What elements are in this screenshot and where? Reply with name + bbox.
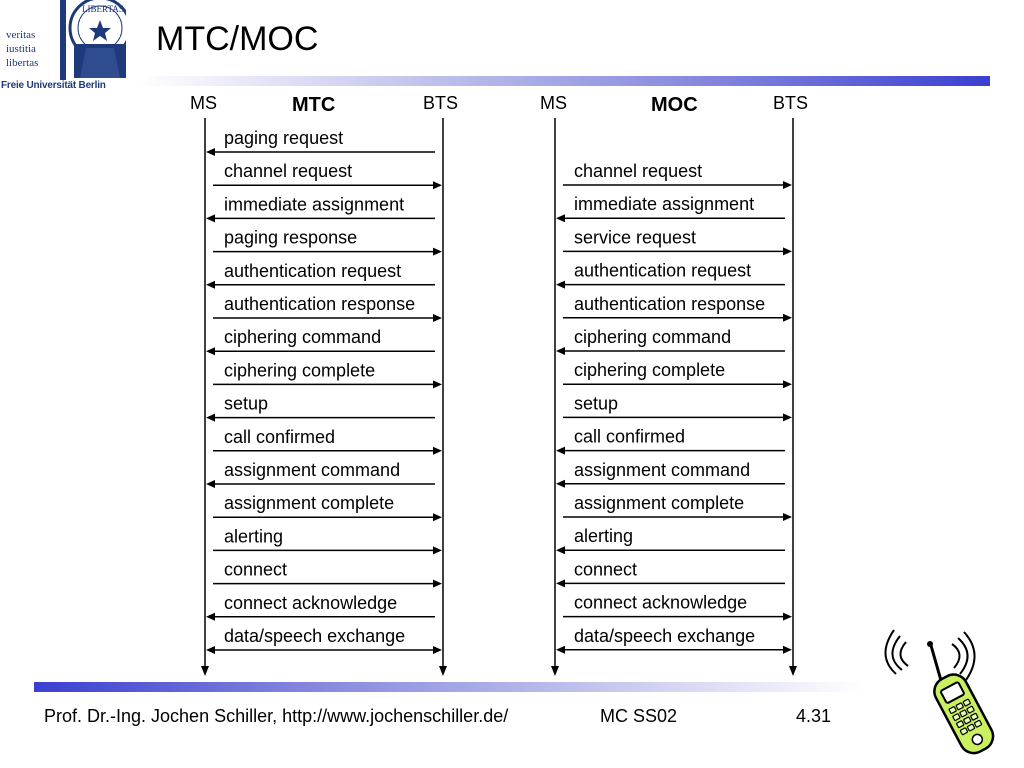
moc-message [556, 626, 792, 654]
moc-diagram [540, 93, 808, 676]
mtc-message-label: connect acknowledge [224, 592, 398, 613]
mtc-arrowhead [206, 214, 215, 222]
mtc-arrowhead [433, 447, 442, 455]
footer-course: MC SS02 [600, 706, 678, 726]
moc-arrowhead [783, 613, 792, 621]
moc-arrowhead [556, 347, 565, 355]
page-title: MTC/MOC [156, 20, 319, 58]
mtc-arrowhead [433, 181, 442, 189]
moc-arrowhead [783, 247, 792, 255]
moc-arrowhead [556, 480, 565, 488]
moc-message [556, 194, 785, 222]
moc-arrowhead [556, 447, 565, 455]
mtc-message [206, 261, 435, 289]
moc-message [563, 593, 792, 621]
mtc-message [213, 493, 442, 521]
mtc-message [206, 327, 435, 355]
moc-arrowhead [783, 314, 792, 322]
moc-arrowhead [556, 214, 565, 222]
mtc-arrowhead [433, 314, 442, 322]
moc-arrowhead [556, 546, 565, 554]
moc-message [556, 559, 785, 587]
mtc-message-label: alerting [224, 526, 284, 547]
mtc-diagram [190, 93, 458, 676]
moc-message-label: setup [574, 393, 619, 414]
mtc-ms-lifeline-end [201, 666, 209, 676]
mtc-bts-label: BTS [423, 93, 459, 113]
moc-message-label: ciphering complete [574, 360, 726, 381]
moc-message-label: authentication request [574, 260, 752, 281]
mtc-message-label: authentication request [224, 260, 402, 281]
mtc-message-label: assignment command [224, 460, 401, 480]
mtc-message [213, 526, 442, 554]
moc-message [563, 493, 792, 521]
motto-line: veritas [6, 29, 36, 41]
mtc-message-label: immediate assignment [224, 194, 405, 215]
moc-arrowhead [783, 646, 792, 654]
mtc-arrowhead [433, 380, 442, 388]
mtc-arrowhead [206, 347, 215, 355]
mtc-message-label: assignment complete [224, 493, 395, 514]
mtc-message [206, 194, 435, 222]
footer-page-number: 4.31 [796, 706, 832, 726]
moc-message-label: ciphering command [574, 327, 732, 347]
moc-message [556, 460, 785, 488]
mtc-bts-lifeline-end [439, 666, 447, 676]
mtc-arrowhead [433, 580, 442, 588]
mtc-message [213, 560, 442, 588]
moc-message-label: call confirmed [574, 426, 686, 447]
moc-bts-label: BTS [773, 93, 809, 113]
moc-message-label: immediate assignment [574, 194, 755, 215]
moc-message-label: connect [574, 559, 638, 580]
moc-message-label: alerting [574, 526, 634, 547]
moc-message [563, 393, 792, 421]
university-name: Freie Universität Berlin [1, 80, 106, 91]
moc-message [563, 360, 792, 388]
mtc-message [213, 228, 442, 256]
moc-message-label: assignment complete [574, 493, 745, 513]
mtc-message [213, 294, 442, 322]
mtc-message-label: data/speech exchange [224, 626, 406, 646]
mtc-message-label: paging request [224, 128, 344, 148]
moc-arrowhead [556, 579, 565, 587]
mtc-arrowhead [206, 281, 215, 289]
mtc-title: MTC [292, 94, 336, 116]
motto-line: libertas [6, 57, 39, 69]
moc-ms-label: MS [540, 93, 567, 113]
mtc-message [213, 161, 442, 189]
moc-message-label: channel request [574, 161, 703, 181]
moc-bts-lifeline-end [789, 666, 797, 676]
mobile-phone-icon [880, 628, 1010, 758]
moc-message [556, 427, 785, 455]
moc-message [563, 227, 792, 255]
mtc-arrowhead [433, 646, 442, 654]
moc-message [556, 261, 785, 289]
moc-message [563, 161, 792, 189]
mtc-message [206, 626, 442, 654]
moc-arrowhead [556, 281, 565, 289]
footer-author: Prof. Dr.-Ing. Jochen Schiller, http://www.jochenschiller.de/ [44, 706, 509, 726]
moc-message-label: service request [574, 227, 697, 248]
moc-title: MOC [651, 94, 698, 116]
mtc-message-label: paging response [224, 227, 358, 248]
moc-arrowhead [783, 513, 792, 521]
moc-message-label: authentication response [574, 293, 766, 314]
mtc-arrowhead [206, 613, 215, 621]
mtc-arrowhead [433, 546, 442, 554]
mtc-message-label: connect [224, 559, 288, 580]
moc-ms-lifeline-end [551, 666, 559, 676]
moc-arrowhead [783, 181, 792, 189]
mtc-ms-label: MS [190, 93, 217, 113]
footer-divider [34, 682, 864, 692]
mtc-arrowhead [206, 480, 215, 488]
mtc-arrowhead [206, 646, 215, 654]
mtc-message [206, 128, 435, 156]
mtc-arrowhead [433, 513, 442, 521]
mtc-message-label: ciphering complete [224, 360, 376, 381]
mtc-message [206, 394, 435, 422]
mtc-message [206, 593, 435, 621]
motto-line: iustitia [6, 43, 36, 55]
moc-arrowhead [783, 413, 792, 421]
moc-message [556, 327, 785, 355]
moc-message [563, 294, 792, 322]
mtc-message [213, 360, 442, 388]
moc-arrowhead [783, 380, 792, 388]
seal-text: LIBERTAS [82, 4, 124, 14]
mtc-message-label: ciphering command [224, 327, 382, 348]
mtc-message-label: authentication response [224, 294, 416, 314]
moc-message [556, 526, 785, 554]
mtc-arrowhead [206, 148, 215, 156]
moc-message-label: data/speech exchange [574, 625, 756, 646]
mtc-message-label: setup [224, 393, 269, 414]
mtc-message-label: channel request [224, 161, 353, 182]
moc-message-label: connect acknowledge [574, 592, 748, 613]
mtc-message-label: call confirmed [224, 426, 336, 447]
moc-message-label: assignment command [574, 459, 751, 480]
mtc-arrowhead [433, 248, 442, 256]
mtc-message [206, 460, 435, 488]
mtc-message [213, 427, 442, 455]
mtc-arrowhead [206, 414, 215, 422]
moc-arrowhead [556, 646, 565, 654]
